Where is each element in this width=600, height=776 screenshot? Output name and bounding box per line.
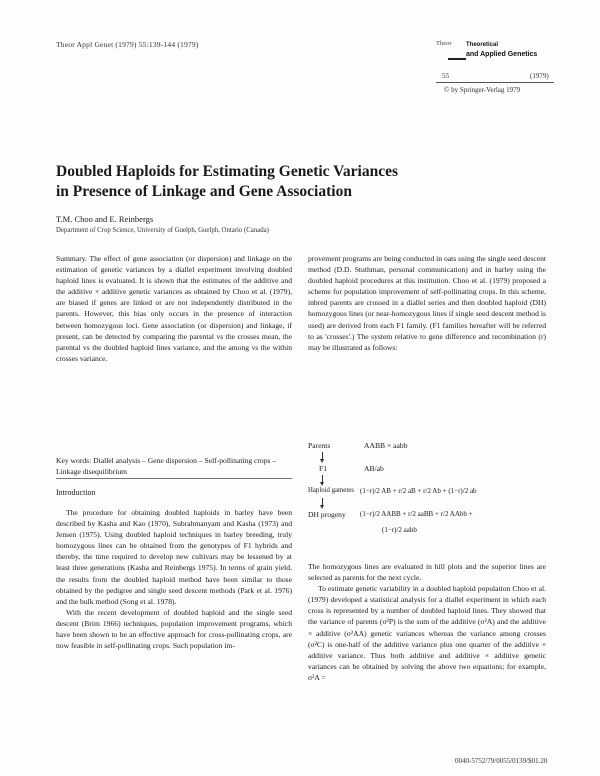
logo-year: (1979) xyxy=(530,72,549,80)
introduction-body xyxy=(56,507,292,651)
logo-brand-line1: Theoretical xyxy=(466,42,499,48)
section-divider xyxy=(56,478,292,479)
down-arrow-icon xyxy=(322,452,323,460)
scheme-dh-label: DH progeny xyxy=(308,510,346,519)
keywords: Key words: Diallel analysis – Gene dispersion – Self-pollinating crops – Linkage disequilibrium xyxy=(56,456,277,477)
crossing-scheme xyxy=(308,441,546,541)
scheme-f1-expr: AB/ab xyxy=(364,464,384,473)
summary-paragraph: Summary. The effect of gene association (or dispersion) and linkage on the estimation of genetic variances by a diallel experiment involving doubled haploid lines is evaluated. It is shown that the estimates of the additive and the additive × additive genetic variances as obtained by Choo et al. (1979), are biased if genes are linked or are not independently distributed in the parents. However, this bias only occurs in the presence of interaction between homozygous loci. Gene association (or dispersion) and linkage, if present, can be detected by comparing the parental vs the crosses mean, the parental vs the doubled haploid lines variance, and the among vs the within crosses variance. xyxy=(56,254,292,363)
scheme-haploid-expr: (1−r)/2 AB + r/2 aB + r/2 Ab + (1−r)/2 ab xyxy=(360,487,477,495)
affiliation: Department of Crop Science, University of Guelph, Guelph, Ontario (Canada) xyxy=(56,227,269,234)
down-arrow-icon xyxy=(322,475,323,483)
logo-top-text: Theor xyxy=(436,40,452,47)
logo-brand-line2: and Applied Genetics xyxy=(466,51,538,58)
title-line-1: Doubled Haploids for Estimating Genetic Variances xyxy=(56,163,399,180)
down-arrow-icon xyxy=(322,498,323,506)
scheme-dh-expr-2: (1−r)/2 aabb xyxy=(382,526,417,534)
journal-logo xyxy=(436,38,554,100)
footer-code: 0040-5752/79/0055/0139/$01.20 xyxy=(455,757,548,765)
body-paragraph-3: To estimate genetic variability in a doubled haploid population Choo et al. (1979) developed a statistical analysis for a diallel experiment in which each cross is represented by a number of doubled haploid lines. They showed that the variance of parents (σ²P) is the sum of the additive (σ²A) and the additive × additive (σ²AA) genetic variances whereas the variance among crosses (σ²C) is one-half of the additive variance plus one quarter of the additive × additive variance. Thus both additive and additive × additive genetic variances can be obtained by solving the above two equations; for example, σ²A = xyxy=(308,584,546,682)
summary xyxy=(56,253,292,364)
scheme-haploid-label: Haploid gametes xyxy=(308,487,354,494)
title-line-2: in Presence of Linkage and Gene Association xyxy=(56,183,352,200)
logo-volume: 55 xyxy=(442,72,449,80)
scheme-dh-expr: (1−r)/2 AABB + r/2 aaBB + r/2 AAbb + xyxy=(360,510,473,518)
body-paragraph-1: provement programs are being conducted in oats using the single seed descent method (D.D. Stuthman, personal communication) and in barley using the doubled haploid procedures at this institution. Choo et al. (1979) proposed a scheme for population improvement of self-pollinating crops. In this scheme, inbred parents are crossed in a diallel series and then doubled haploid (DH) homozygous lines (or near-homozygous lines if single seed descent method is used) are derived from each F1 family. (F1 families hereafter will be referred to as 'crosses'.) The system relative to gene difference and recombination (r) may be illustrated as follows: xyxy=(308,254,546,352)
scheme-parents-expr: AABB × aabb xyxy=(364,441,408,450)
paper-title xyxy=(56,162,556,202)
intro-paragraph-2: With the recent development of doubled haploid and the single seed descent (Brim 1966) techniques, population improvement programs, which have been shown to be an effective approach for cross-pollinating crops, are now feasible in self-pollinating crops. Such population im- xyxy=(56,607,292,651)
scheme-f1-label: F1 xyxy=(319,464,328,473)
body-paragraph-2: The homozygous lines are evaluated in hill plots and the superior lines are selected as parents for the next cycle. xyxy=(308,562,546,583)
logo-divider xyxy=(436,82,554,83)
right-column-bottom xyxy=(308,561,546,683)
authors: T.M. Choo and E. Reinbergs xyxy=(56,214,154,224)
right-column-top xyxy=(308,253,546,353)
scheme-parents-label: Parents xyxy=(308,441,331,450)
logo-mark-icon xyxy=(448,50,466,60)
copyright: © by Springer-Verlag 1979 xyxy=(444,86,521,94)
section-heading-introduction: Introduction xyxy=(56,488,96,497)
intro-paragraph-1: The procedure for obtaining doubled haploids in barley have been described by Kasha and Kao (1970), Subrahmanyam and Kasha (1973) and Jensen (1975). Using doubled haploid techniques in barley breeding, truly homozygous lines can be obtained from the genotypes of F1 hybrids and thereby, the time required to develop new cultivars may be lessened by at least three generations (Kasha and Reinbergs 1975). In terms of grain yield, the results from the doubled haploid method have been similar to those obtained by the pedigree and single seed descent methods (Park et al. 1976) and the bulk method (Song et al. 1978). xyxy=(56,508,292,606)
journal-reference: Theor Appl Genet (1979) 55:139-144 (1979) xyxy=(56,40,199,49)
